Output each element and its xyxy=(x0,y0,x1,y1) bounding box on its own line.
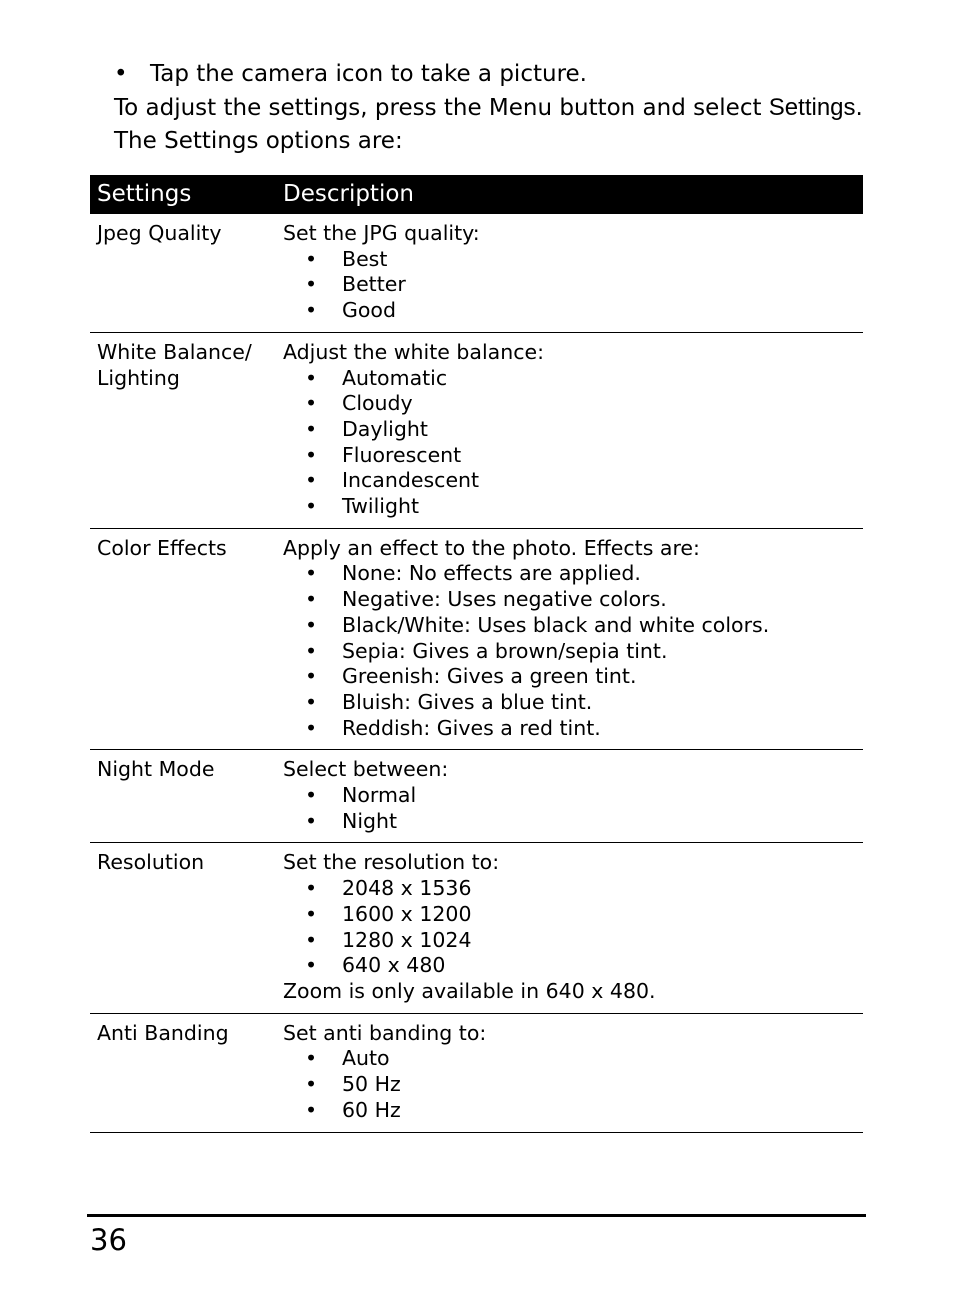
description-lead: Set the JPG quality: xyxy=(283,221,480,245)
option-list xyxy=(283,1046,863,1123)
option-text: Normal xyxy=(342,783,417,808)
footer-rule xyxy=(87,1214,866,1217)
option-text: Night xyxy=(342,808,398,833)
bullet-icon: • xyxy=(305,561,318,586)
description-lead: Apply an effect to the photo. Effects are: xyxy=(283,535,700,560)
option-text: Better xyxy=(342,272,406,297)
setting-name: Jpeg Quality xyxy=(90,214,276,332)
option-text: Bluish: Gives a blue tint. xyxy=(342,689,593,714)
option-text: Twilight xyxy=(342,494,420,519)
description-note: Zoom is only available in 640 x 480. xyxy=(283,978,656,1003)
table-row xyxy=(90,332,863,528)
bullet-icon: • xyxy=(305,468,318,493)
list-item xyxy=(283,953,863,979)
bullet-icon: • xyxy=(305,715,318,740)
bullet-icon: • xyxy=(305,664,318,689)
description-lead: Select between: xyxy=(283,757,449,782)
option-text: Negative: Uses negative colors. xyxy=(342,587,667,612)
list-item xyxy=(283,391,863,417)
list-item xyxy=(283,639,863,665)
list-item xyxy=(283,247,863,273)
list-item xyxy=(283,690,863,716)
bullet-icon: • xyxy=(305,416,318,441)
list-item xyxy=(283,1046,863,1072)
list-item xyxy=(283,587,863,613)
list-item xyxy=(283,664,863,690)
bullet-icon: • xyxy=(305,783,318,808)
list-item xyxy=(283,298,863,324)
bullet-icon: • xyxy=(305,1046,318,1071)
list-item xyxy=(283,1072,863,1098)
bullet-icon: • xyxy=(305,1072,318,1097)
setting-description xyxy=(276,750,863,843)
list-item xyxy=(283,902,863,928)
list-item xyxy=(283,783,863,809)
settings-table xyxy=(90,175,863,1133)
option-text: 1600 x 1200 xyxy=(342,901,472,926)
option-text: Daylight xyxy=(342,416,428,441)
option-list xyxy=(283,247,863,324)
setting-name: White Balance/ Lighting xyxy=(90,332,276,528)
bullet-icon: • xyxy=(305,298,318,323)
intro-para-prefix: To adjust the settings, press the Menu button and select xyxy=(114,95,769,121)
intro-bullet-text: Tap the camera icon to take a picture. xyxy=(150,61,587,87)
list-item xyxy=(283,561,863,587)
bullet-icon: • xyxy=(305,612,318,637)
page-number: 36 xyxy=(90,1223,127,1257)
bullet-icon: • xyxy=(305,365,318,390)
bullet-icon: • xyxy=(305,953,318,978)
option-text: 640 x 480 xyxy=(342,953,446,978)
setting-name: Resolution xyxy=(90,843,276,1013)
list-item xyxy=(283,1098,863,1124)
option-text: Good xyxy=(342,298,396,323)
bullet-icon: • xyxy=(305,927,318,952)
option-text: Automatic xyxy=(342,365,448,390)
intro-bullet-item xyxy=(114,58,874,91)
intro-paragraph xyxy=(114,91,874,158)
option-text: 50 Hz xyxy=(342,1072,401,1097)
list-item xyxy=(283,876,863,902)
setting-name: Anti Banding xyxy=(90,1013,276,1132)
bullet-icon: • xyxy=(305,494,318,519)
bullet-icon: • xyxy=(305,1097,318,1122)
bullet-icon: • xyxy=(305,876,318,901)
option-text: Greenish: Gives a green tint. xyxy=(342,664,637,689)
list-item xyxy=(283,443,863,469)
bullet-icon: • xyxy=(305,587,318,612)
option-list xyxy=(283,561,863,741)
option-text: Incandescent xyxy=(342,468,480,493)
setting-name: Night Mode xyxy=(90,750,276,843)
option-text: 1280 x 1024 xyxy=(342,927,472,952)
table-row xyxy=(90,843,863,1013)
list-item xyxy=(283,809,863,835)
bullet-icon: • xyxy=(305,442,318,467)
option-text: Reddish: Gives a red tint. xyxy=(342,715,601,740)
table-row xyxy=(90,750,863,843)
list-item xyxy=(283,468,863,494)
setting-description xyxy=(276,528,863,750)
option-text: None: No effects are applied. xyxy=(342,561,641,586)
list-item xyxy=(283,716,863,742)
bullet-icon: • xyxy=(305,272,318,297)
option-text: Fluorescent xyxy=(342,442,462,467)
option-text: Cloudy xyxy=(342,391,413,416)
option-list xyxy=(283,366,863,520)
intro-para-emphasis: Settings xyxy=(768,94,856,121)
list-item xyxy=(283,494,863,520)
description-lead: Set the resolution to: xyxy=(283,850,500,875)
option-list xyxy=(283,876,863,979)
option-text: Black/White: Uses black and white colors. xyxy=(342,612,770,637)
list-item xyxy=(283,928,863,954)
description-lead: Set anti banding to: xyxy=(283,1020,487,1045)
bullet-icon: • xyxy=(305,808,318,833)
table-body xyxy=(90,214,863,1132)
list-item xyxy=(283,366,863,392)
table-row xyxy=(90,528,863,750)
setting-description xyxy=(276,1013,863,1132)
header-settings: Settings xyxy=(90,175,276,214)
description-lead: Adjust the white balance: xyxy=(283,339,544,364)
setting-description xyxy=(276,843,863,1013)
option-text: 60 Hz xyxy=(342,1097,401,1122)
bullet-icon: • xyxy=(114,61,128,87)
bullet-icon: • xyxy=(305,246,318,271)
setting-description xyxy=(276,214,863,332)
list-item xyxy=(283,613,863,639)
list-item xyxy=(283,272,863,298)
setting-description xyxy=(276,332,863,528)
option-text: 2048 x 1536 xyxy=(342,876,472,901)
intro-para-suffix: . The Settings options are: xyxy=(114,95,863,154)
table-row xyxy=(90,1013,863,1132)
bullet-icon: • xyxy=(305,391,318,416)
option-text: Best xyxy=(342,246,388,271)
bullet-icon: • xyxy=(305,901,318,926)
setting-name: Color Effects xyxy=(90,528,276,750)
table-row xyxy=(90,214,863,332)
bullet-icon: • xyxy=(305,689,318,714)
table-header-row xyxy=(90,175,863,214)
list-item xyxy=(283,417,863,443)
header-description: Description xyxy=(276,175,863,214)
option-list xyxy=(283,783,863,834)
intro-text xyxy=(114,58,874,158)
option-text: Sepia: Gives a brown/sepia tint. xyxy=(342,638,668,663)
option-text: Auto xyxy=(342,1046,390,1071)
bullet-icon: • xyxy=(305,638,318,663)
